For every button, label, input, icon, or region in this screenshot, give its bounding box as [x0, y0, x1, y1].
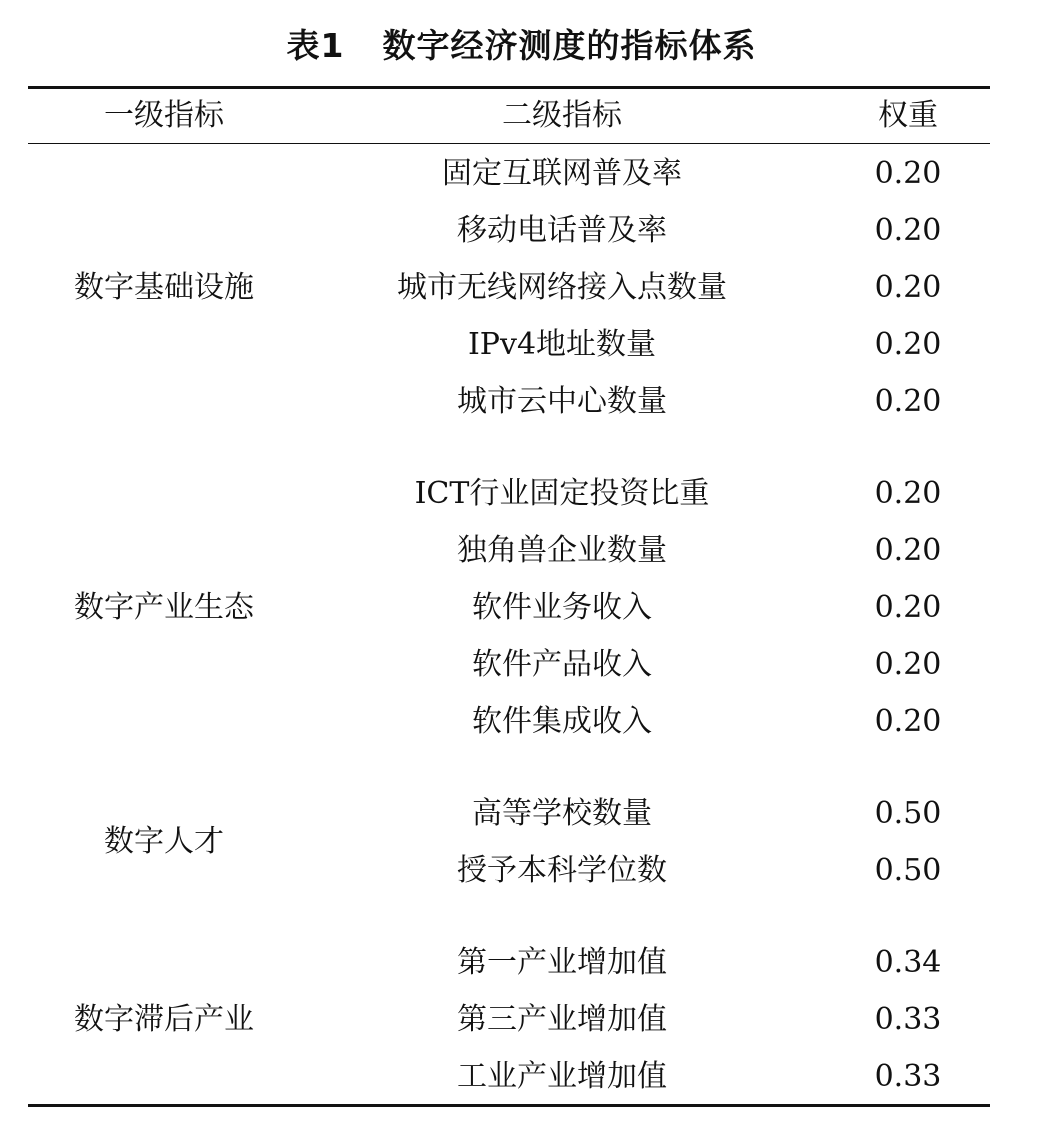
- weight-value: 0.20: [874, 704, 942, 739]
- header-weight: 权重: [878, 98, 938, 133]
- primary-indicator: 数字基础设施: [74, 270, 254, 305]
- header-secondary-indicator: 二级指标: [502, 98, 622, 133]
- secondary-indicator: 移动电话普及率: [457, 213, 667, 248]
- secondary-indicator: 第一产业增加值: [457, 945, 667, 980]
- table-title: 数字经济测度的指标体系: [382, 26, 757, 65]
- weight-value: 0.33: [874, 1002, 942, 1037]
- weight-value: 0.20: [874, 270, 942, 305]
- weight-value: 0.20: [874, 533, 942, 568]
- secondary-indicator: 独角兽企业数量: [457, 533, 667, 568]
- secondary-indicator: 城市无线网络接入点数量: [397, 270, 727, 305]
- secondary-indicator: 固定互联网普及率: [442, 156, 682, 191]
- bottom-rule: [28, 1104, 990, 1107]
- secondary-indicator: 软件业务收入: [472, 590, 652, 625]
- weight-value: 0.50: [874, 853, 942, 888]
- weight-value: 0.20: [874, 156, 942, 191]
- header-primary-indicator: 一级指标: [104, 98, 224, 133]
- secondary-indicator: 软件集成收入: [472, 704, 652, 739]
- secondary-indicator: 第三产业增加值: [457, 1002, 667, 1037]
- weight-value: 0.20: [874, 590, 942, 625]
- weight-value: 0.20: [874, 647, 942, 682]
- secondary-indicator: 软件产品收入: [472, 647, 652, 682]
- primary-indicator: 数字产业生态: [74, 590, 254, 625]
- weight-value: 0.33: [874, 1059, 942, 1094]
- table-number: 表1: [286, 26, 345, 65]
- secondary-indicator: ICT行业固定投资比重: [414, 476, 710, 511]
- weight-value: 0.20: [874, 327, 942, 362]
- primary-indicator: 数字人才: [104, 824, 224, 859]
- secondary-indicator: IPv4地址数量: [467, 327, 657, 362]
- weight-value: 0.20: [874, 476, 942, 511]
- weight-value: 0.20: [874, 213, 942, 248]
- table-caption: [0, 22, 1043, 70]
- secondary-indicator: 城市云中心数量: [457, 384, 667, 419]
- weight-value: 0.20: [874, 384, 942, 419]
- secondary-indicator: 高等学校数量: [472, 796, 652, 831]
- secondary-indicator: 授予本科学位数: [457, 853, 667, 888]
- weight-value: 0.34: [874, 945, 942, 980]
- weight-value: 0.50: [874, 796, 942, 831]
- primary-indicator: 数字滞后产业: [74, 1002, 254, 1037]
- secondary-indicator: 工业产业增加值: [457, 1059, 667, 1094]
- header-rule: [28, 143, 990, 144]
